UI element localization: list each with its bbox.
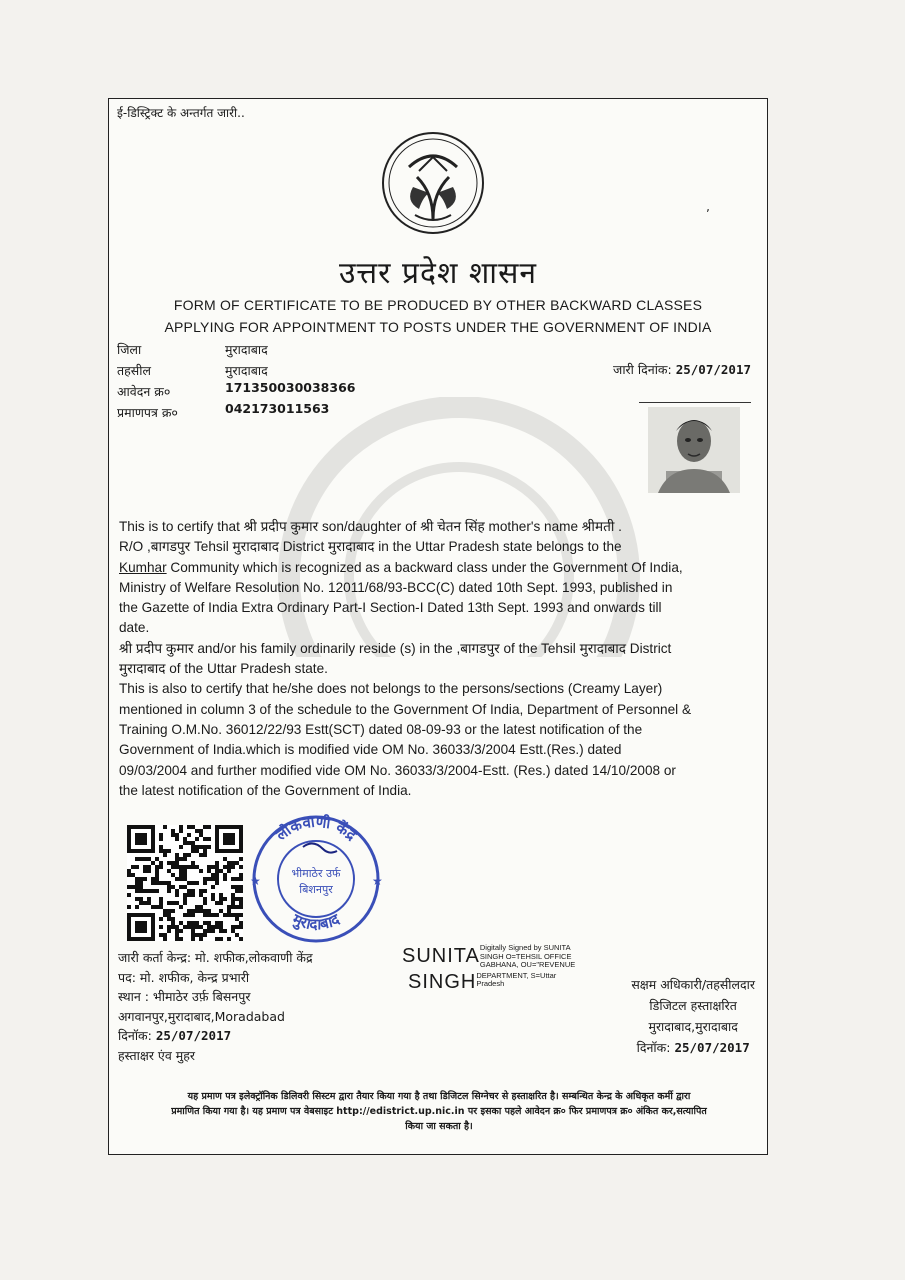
field-value-tehsil: मुरादाबाद xyxy=(225,363,268,378)
body-line: Training O.M.No. 36012/22/93 Estt(SCT) dated 08-09-93 or the latest notification of the xyxy=(119,721,643,737)
top-note: ई-डिस्ट्रिक्ट के अन्तर्गत जारी.. xyxy=(117,106,245,120)
issuer-date-value: 25/07/2017 xyxy=(155,1028,232,1043)
issuer-line: अगवानपुर,मुरादाबाद,Moradabad xyxy=(118,1008,285,1024)
seal-top-text: लोकवाणी केंद्र xyxy=(272,812,361,845)
field-value-certificate-no: 042173011563 xyxy=(225,401,330,416)
footer-note xyxy=(119,1089,759,1134)
body-line: the latest notification of the Government of India. xyxy=(119,782,412,798)
issuer-date xyxy=(118,1026,313,1046)
body-line: mentioned in column 3 of the schedule to the Government Of India, Department of Personnel & xyxy=(119,701,692,717)
digital-signature xyxy=(402,944,612,1004)
authority-date-value: 25/07/2017 xyxy=(674,1040,750,1055)
issuer-date-label: दिनॉक: xyxy=(118,1028,152,1043)
signer-name-line2: SINGH xyxy=(408,970,477,993)
field-value-district: मुरादाबाद xyxy=(225,342,268,357)
issue-date-value: 25/07/2017 xyxy=(675,362,751,377)
form-title xyxy=(109,294,767,338)
body-line: Ministry of Welfare Resolution No. 12011/68/93-BCC(C) dated 10th Sept. 1993, published in xyxy=(119,579,673,595)
authority-line: सक्षम अधिकारी/तहसीलदार xyxy=(631,977,755,992)
body-line: श्री प्रदीप कुमार and/or his family ordinarily reside (s) in the ,बागडपुर of the Tehsil मुरादाबाद District xyxy=(119,640,672,656)
field-label-application-no: आवेदन क्र० xyxy=(117,384,171,399)
competent-authority-block xyxy=(631,974,755,1058)
pen-mark: ʼ xyxy=(706,207,710,221)
body-line: Community which is recognized as a backward class under the Government Of India, xyxy=(170,559,683,575)
issue-date xyxy=(613,361,751,378)
field-label-tehsil: तहसील xyxy=(117,363,151,378)
seal-mid-text-1: भीमाठेर उर्फ xyxy=(291,867,341,880)
field-label-district: जिला xyxy=(117,342,142,357)
authority-date-label: दिनॉक: xyxy=(636,1040,671,1055)
seal-mid-text-2: बिशनपुर xyxy=(299,883,333,896)
field-label-certificate-no: प्रमाणपत्र क्र० xyxy=(117,405,178,420)
svg-text:मुरादाबाद xyxy=(288,910,343,934)
footer-line: यह प्रमाण पत्र इलेक्ट्रॉनिक डिलिवरी सिस्टम द्वारा तैयार किया गया है तथा डिजिटल सिग्नेचर से हस्ताक्षरित है। सम्बन्धित केन्द्र के अधिकृत कर्मी द्वारा xyxy=(187,1091,691,1102)
government-title: उत्तर प्रदेश शासन xyxy=(338,256,537,291)
signature-detail: Digitally Signed by SUNITA xyxy=(479,943,571,952)
signer-name-line1: SUNITA xyxy=(402,945,480,967)
seal-star-icon: ★ xyxy=(372,874,383,888)
issuer-sign-label: हस्ताक्षर एंव मुहर xyxy=(118,1047,195,1063)
seal-bottom-text: मुरादाबाद xyxy=(289,910,343,934)
issue-date-label: जारी दिनांक: xyxy=(613,362,672,377)
community-name: Kumhar xyxy=(119,559,167,575)
certificate-body xyxy=(119,517,764,801)
body-line: This is to certify that श्री प्रदीप कुमार son/daughter of श्री चेतन सिंह mother's name श्रीमती . xyxy=(119,519,622,534)
issuer-line: पद: मो. शफीक, केन्द्र प्रभारी xyxy=(118,969,250,985)
up-emblem-icon xyxy=(379,127,487,239)
signature-detail: SINGH O=TEHSIL OFFICE xyxy=(479,951,572,961)
body-line: Government of India.which is modified vide OM No. 36033/3/2004 Estt.(Res.) dated xyxy=(119,742,622,758)
body-line: This is also to certify that he/she does not belongs to the persons/sections (Creamy Layer) xyxy=(119,681,663,697)
footer-line: किया जा सकता है। xyxy=(405,1121,473,1132)
authority-line: मुरादाबाद,मुरादाबाद xyxy=(648,1019,738,1034)
issuer-line: स्थान : भीमाठेर उर्फ़ बिसनपुर xyxy=(118,989,251,1004)
signature-detail: DEPARTMENT, S=Uttar xyxy=(476,970,557,980)
form-title-line1: FORM OF CERTIFICATE TO BE PRODUCED BY OTHER BACKWARD CLASSES xyxy=(173,297,703,313)
body-line: R/O ,बागडपुर Tehsil मुरादाबाद District मुरादाबाद in the Uttar Pradesh state belongs to the xyxy=(119,539,622,555)
body-line: मुरादाबाद of the Uttar Pradesh state. xyxy=(119,661,328,677)
authority-date xyxy=(631,1037,755,1058)
seal-star-icon: ★ xyxy=(250,874,261,888)
signature-detail: GABHANA, OU="REVENUE xyxy=(479,960,576,969)
authority-line: डिजिटल हस्ताक्षरित xyxy=(649,998,737,1013)
field-value-application-no: 171350030038366 xyxy=(225,380,356,395)
certificate-sheet xyxy=(108,98,768,1155)
applicant-photo xyxy=(648,407,740,493)
body-line: the Gazette of India Extra Ordinary Part-I Section-I Dated 13th Sept. 1993 and onwards till xyxy=(119,600,662,616)
verification-qr-code[interactable] xyxy=(127,825,243,941)
body-line: 09/03/2004 and further modified vide OM No. 36033/3/2004-Estt. (Res.) dated 14/10/2008 or xyxy=(119,762,676,778)
form-title-line2: APPLYING FOR APPOINTMENT TO POSTS UNDER THE GOVERNMENT OF INDIA xyxy=(164,319,712,335)
issuer-line: जारी कर्ता केन्द्र: मो. शफीक,लोकवाणी केंद्र xyxy=(118,950,313,965)
issuer-block xyxy=(118,948,313,1065)
kendra-seal xyxy=(241,799,391,949)
footer-line: प्रमाणित किया गया है। यह प्रमाण पत्र वेबसाइट http://edistrict.up.nic.in पर इसका पहले आवेदन क्र० फिर प्रमाणपत्र क्र० अंकित कर,सत्यापित xyxy=(171,1106,707,1117)
body-line: date. xyxy=(119,620,150,636)
signature-detail: Pradesh xyxy=(476,979,505,988)
